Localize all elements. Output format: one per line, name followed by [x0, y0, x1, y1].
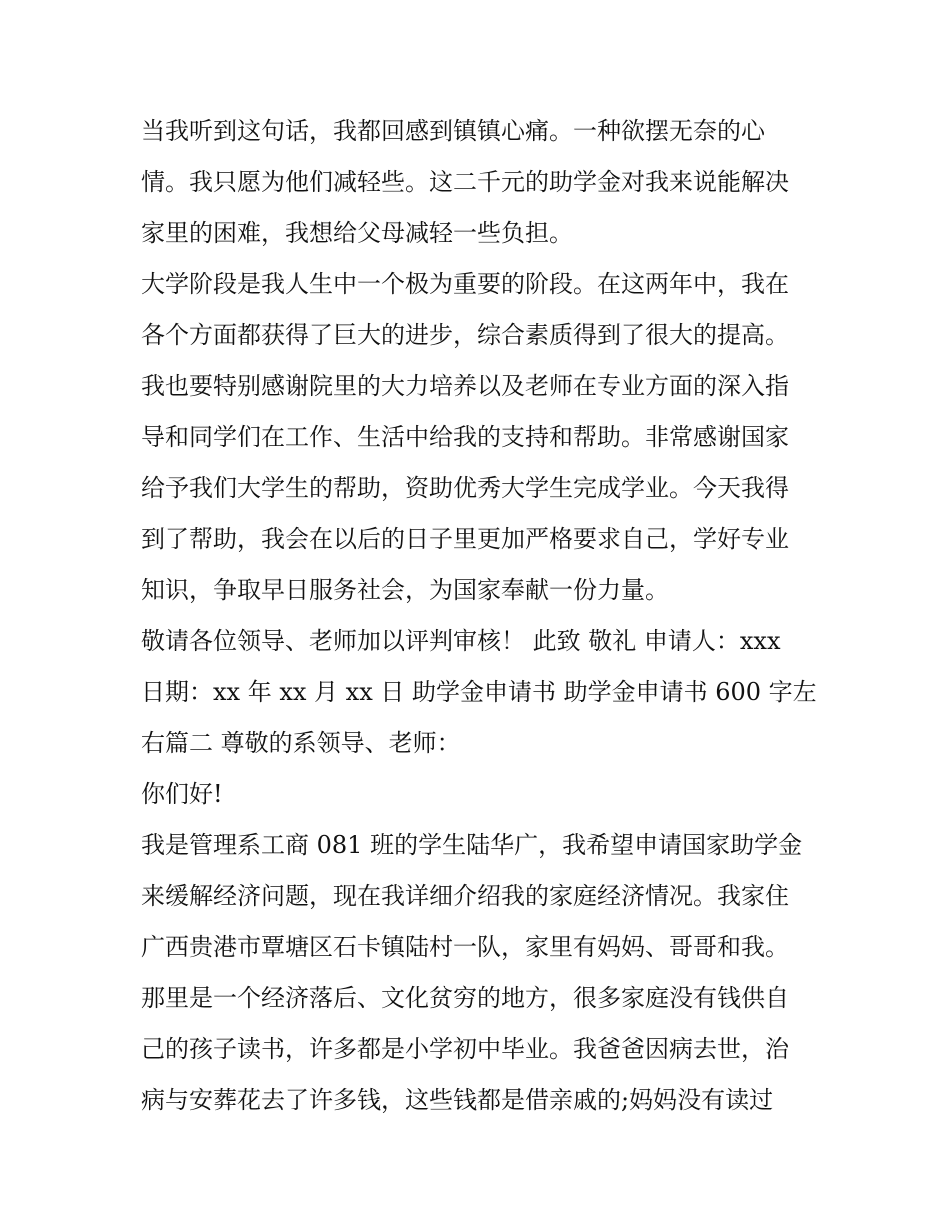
text-line-4: 大学阶段是我人生中一个极为重要的阶段。在这两年中，我在	[141, 270, 789, 298]
text-line-2: 情。我只愿为他们减轻些。这二千元的助学金对我来说能解决	[141, 168, 789, 196]
text-line-18: 那里是一个经济落后、文化贫穷的地方，很多家庭没有钱供自	[141, 984, 789, 1012]
text-line-6: 我也要特别感谢院里的大力培养以及老师在专业方面的深入指	[141, 372, 789, 400]
text-line-10: 知识，争取早日服务社会，为国家奉献一份力量。	[141, 576, 669, 604]
text-line-14: 你们好!	[141, 780, 223, 808]
text-line-5: 各个方面都获得了巨大的进步，综合素质得到了很大的提高。	[141, 321, 789, 349]
text-line-15: 我是管理系工商 081 班的学生陆华广，我希望申请国家助学金	[141, 831, 803, 859]
text-line-9: 到了帮助，我会在以后的日子里更加严格要求自己，学好专业	[141, 525, 789, 553]
text-line-16: 来缓解经济问题，现在我详细介绍我的家庭经济情况。我家住	[141, 882, 789, 910]
text-line-19: 己的孩子读书，许多都是小学初中毕业。我爸爸因病去世，治	[141, 1035, 789, 1063]
text-line-3: 家里的困难，我想给父母减轻一些负担。	[141, 219, 573, 247]
text-line-20: 病与安葬花去了许多钱，这些钱都是借亲戚的;妈妈没有读过	[141, 1086, 774, 1114]
text-line-12: 日期：xx 年 xx 月 xx 日 助学金申请书 助学金申请书 600 字左	[141, 678, 817, 706]
text-line-17: 广西贵港市覃塘区石卡镇陆村一队，家里有妈妈、哥哥和我。	[141, 933, 789, 961]
text-line-1: 当我听到这句话，我都回感到镇镇心痛。一种欲摆无奈的心	[141, 117, 765, 145]
text-line-13: 右篇二 尊敬的系领导、老师：	[141, 729, 461, 757]
text-line-7: 导和同学们在工作、生活中给我的支持和帮助。非常感谢国家	[141, 423, 789, 451]
text-line-8: 给予我们大学生的帮助，资助优秀大学生完成学业。今天我得	[141, 474, 789, 502]
text-line-11: 敬请各位领导、老师加以评判审核！ 此致 敬礼 申请人：xxx	[141, 627, 781, 655]
body-text	[141, 106, 821, 1126]
